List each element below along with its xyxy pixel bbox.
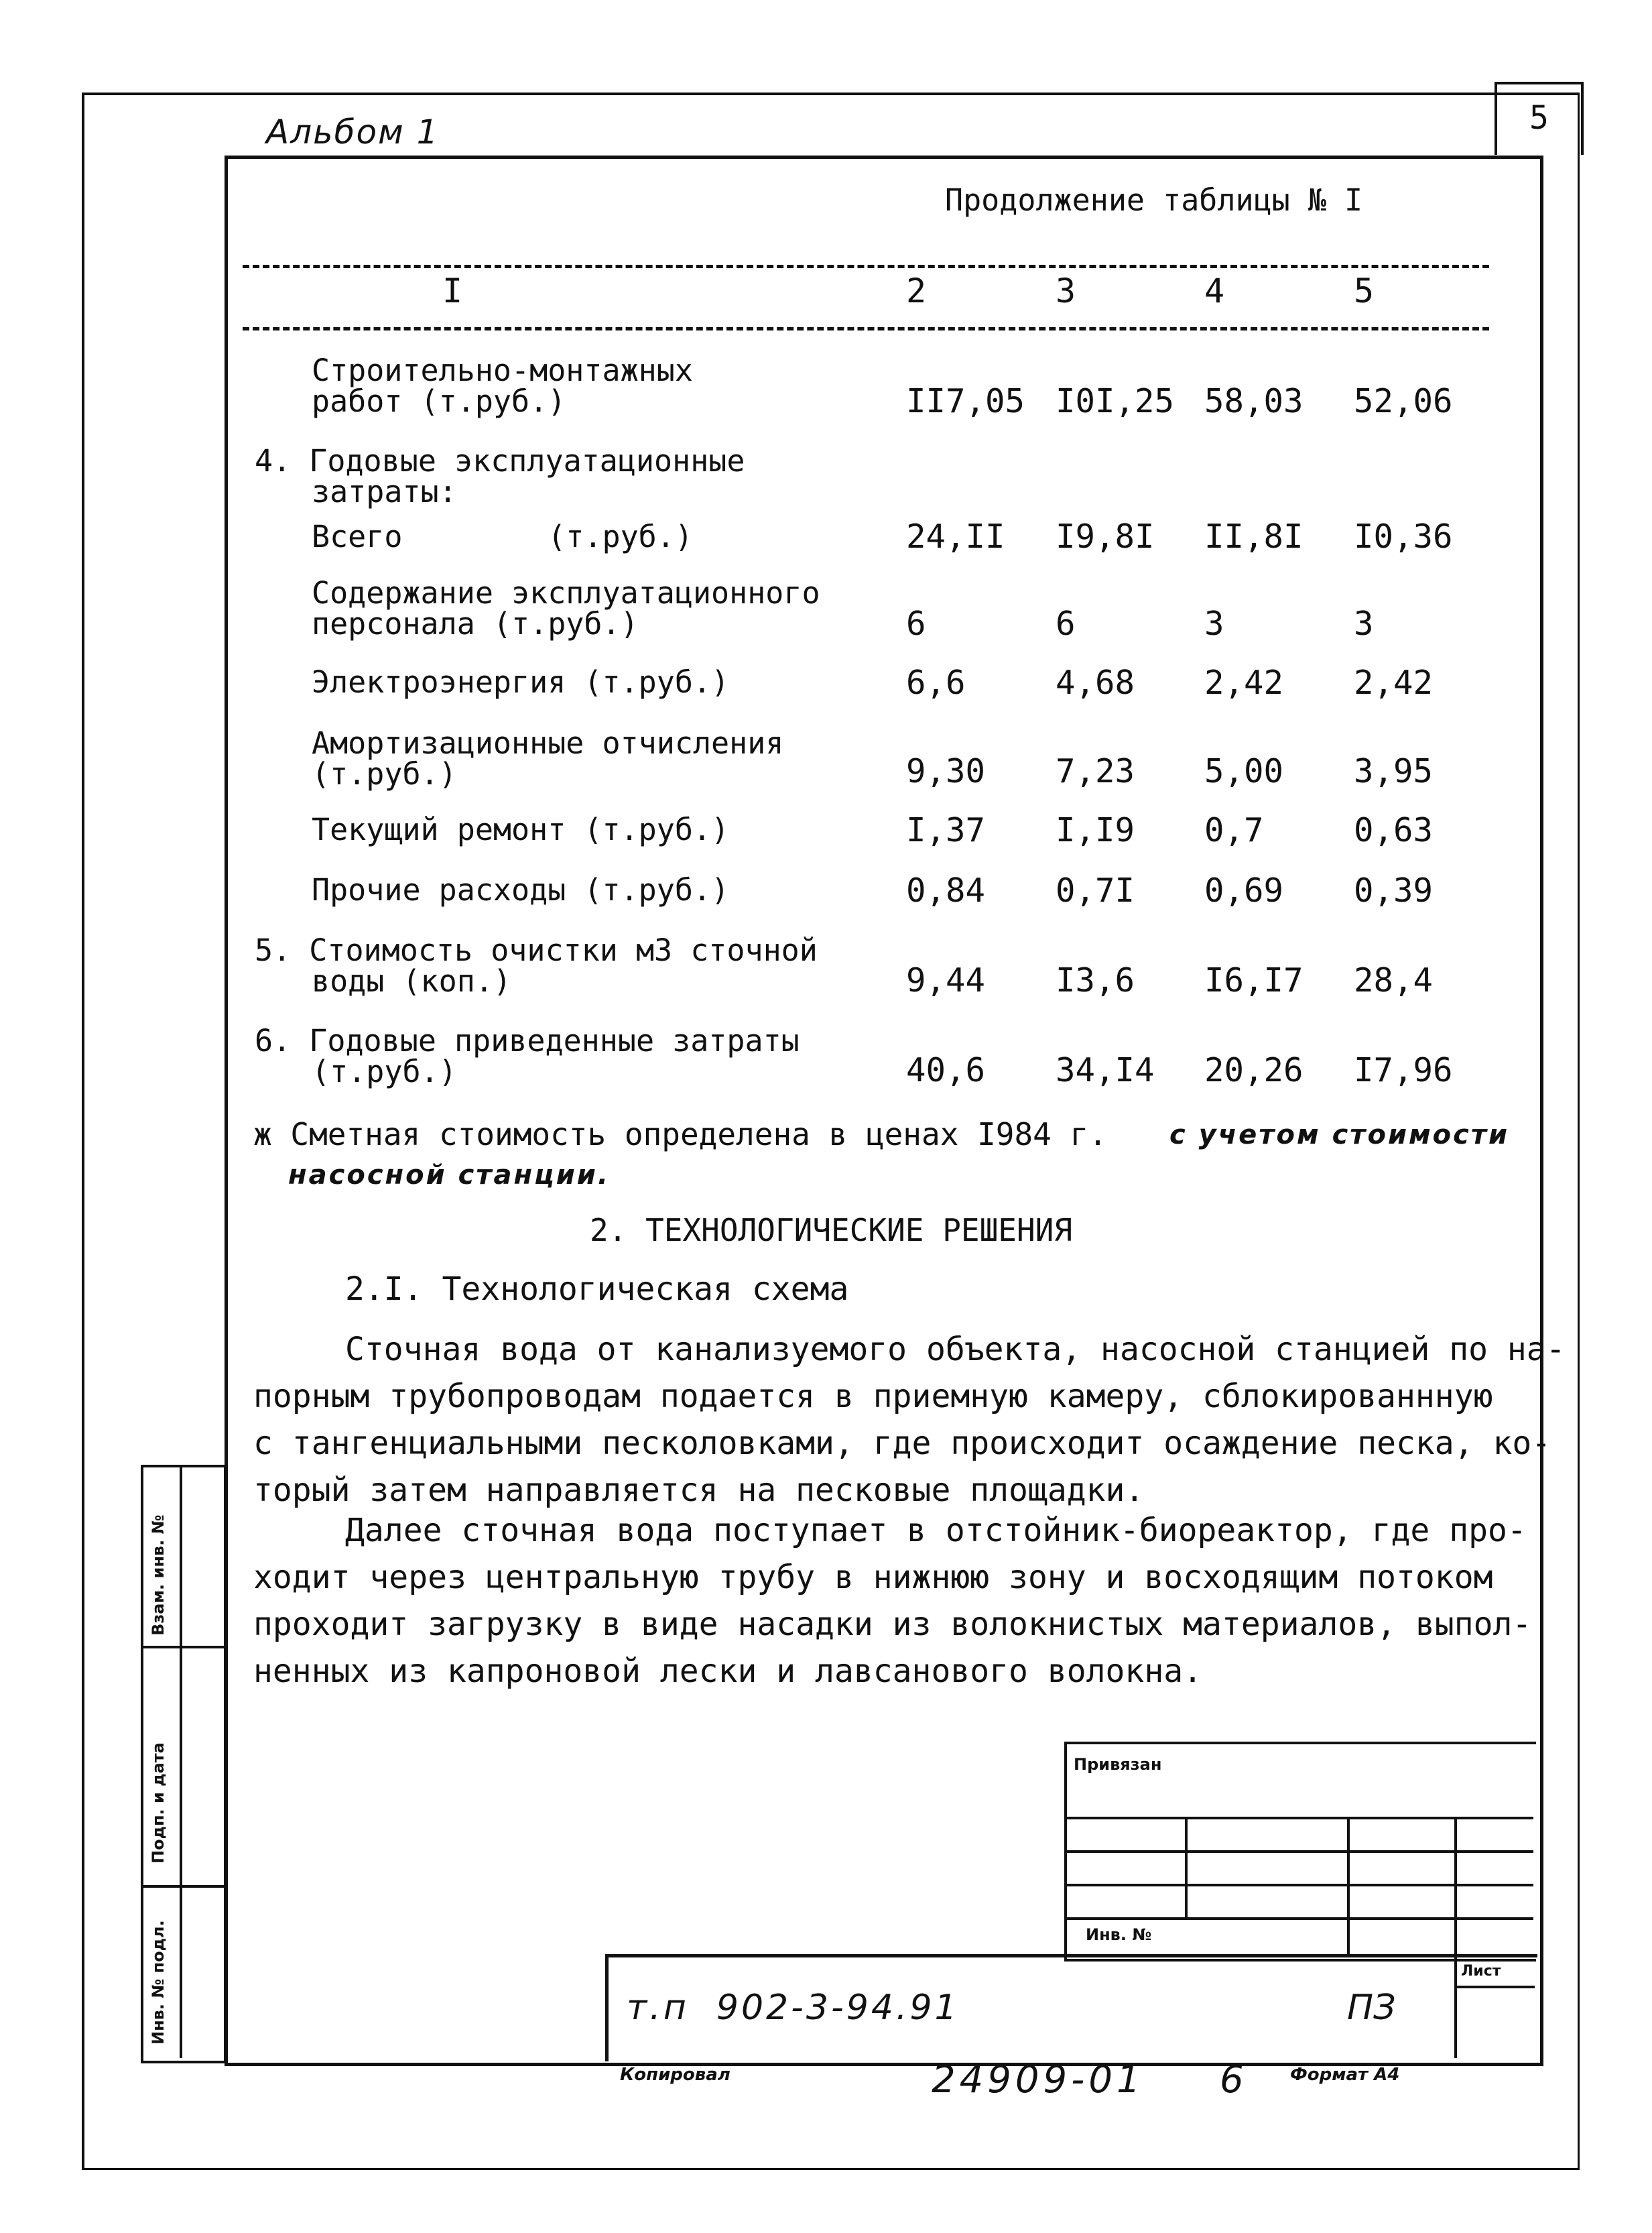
sidebar-label-inv: Инв. № подл.	[149, 1920, 168, 2045]
row-label-line: Прочие расходы (т.руб.)	[312, 872, 730, 908]
table-cell: 3	[1204, 605, 1224, 643]
table-cell: 0,7I	[1056, 871, 1135, 910]
stamp-row-line	[1064, 1850, 1533, 1853]
row-label-line: 5. Стоимость очистки м3 сточной	[255, 932, 818, 968]
paragraph-line: проходит загрузку в виде насадки из волокнистых материалов, выпол-	[253, 1606, 1532, 1643]
paragraph-line: ходит через центральную трубу в нижнюю зону и восходящим потоком	[253, 1559, 1493, 1596]
copy-page: 6	[1220, 2058, 1244, 2102]
table-cell: 34,I4	[1056, 1051, 1155, 1089]
sheet-value: ПЗ	[1347, 1988, 1396, 2028]
table-cell: 28,4	[1354, 961, 1434, 1000]
footnote-handwritten: с учетом стоимости	[1169, 1120, 1510, 1150]
page-number: 5	[1495, 82, 1584, 155]
paragraph-line: порным трубопроводам подается в приемную камеру, сблокированнную	[253, 1378, 1493, 1415]
copied-label: Копировал	[620, 2065, 730, 2085]
table-cell: I,37	[906, 811, 986, 849]
stamp-row-line	[1064, 1884, 1533, 1886]
row-label-line: 6. Годовые приведенные затраты	[255, 1023, 800, 1059]
row-label-line: 4. Годовые эксплуатационные	[255, 443, 745, 479]
stamp-row-line	[1064, 1817, 1533, 1819]
row-label-line: (т.руб.)	[312, 756, 457, 792]
binding-label: Привязан	[1074, 1755, 1162, 1774]
row-label-line: Электроэнергия (т.руб.)	[312, 664, 730, 700]
table-cell: I3,6	[1056, 961, 1135, 1000]
row-label-line: (т.руб.)	[312, 1054, 457, 1089]
footnote-handwritten: насосной станции.	[288, 1160, 611, 1191]
table-cell: 0,7	[1204, 811, 1264, 849]
document-code: т.п 902-3-94.91	[627, 1988, 960, 2028]
table-cell: 9,30	[906, 752, 986, 790]
table-cell: II7,05	[906, 382, 1025, 420]
column-header-3: 3	[1056, 271, 1076, 310]
table-cell: 5,00	[1204, 752, 1284, 790]
table-cell: II,8I	[1204, 518, 1304, 556]
table-cell: 58,03	[1204, 382, 1304, 420]
table-cell: 3	[1354, 605, 1374, 643]
inv-number-label: Инв. №	[1086, 1925, 1152, 1944]
table-cell: I9,8I	[1056, 518, 1155, 556]
column-header-2: 2	[906, 271, 927, 310]
table-cell: 0,39	[1354, 871, 1434, 910]
table-cell: 0,63	[1354, 811, 1434, 849]
row-label-line: воды (коп.)	[312, 963, 512, 999]
sidebar-label-vzam: Взам. инв. №	[149, 1514, 168, 1636]
table-cell: 0,84	[906, 871, 986, 910]
column-header-5: 5	[1354, 271, 1375, 310]
column-header-1: I	[442, 271, 463, 310]
table-cell: 9,44	[906, 961, 986, 1000]
table-cell: 7,23	[1056, 752, 1135, 790]
row-label-line: Всего (т.руб.)	[312, 519, 693, 554]
paragraph-line: с тангенциальными песколовками, где происходит осаждение песка, ко-	[253, 1425, 1551, 1462]
table-cell: 6	[906, 605, 926, 643]
table-cell: 4,68	[1056, 664, 1135, 702]
sidebar-divider	[141, 1885, 224, 1888]
row-label-line: персонала (т.руб.)	[312, 606, 639, 642]
stamp-row-line	[1064, 1917, 1533, 1920]
paragraph-line: ненных из капроновой лески и лавсанового волокна.	[253, 1652, 1203, 1690]
table-cell: 3,95	[1354, 752, 1434, 790]
table-cell: I0,36	[1354, 518, 1453, 556]
row-label-line: Строительно-монтажных	[312, 353, 693, 388]
sidebar-divider	[141, 1646, 224, 1648]
row-label-line: работ (т.руб.)	[312, 383, 566, 419]
table-cell: 40,6	[906, 1051, 986, 1089]
table-cell: I7,96	[1354, 1051, 1453, 1089]
sidebar-label-podp: Подп. и дата	[149, 1742, 168, 1864]
sheet-divider	[1454, 1954, 1457, 2058]
archive-number: 24909-01	[932, 2058, 1145, 2102]
stamp-col-line	[1347, 1817, 1350, 1954]
table-header-rule	[243, 327, 1489, 330]
paragraph-line: торый затем направляется на песковые площадки.	[253, 1471, 1145, 1509]
stamp-col-line	[1454, 1817, 1457, 1954]
table-cell: 24,II	[906, 518, 1005, 556]
section-subtitle: 2.I. Технологическая схема	[345, 1270, 849, 1308]
stamp-col-line	[1185, 1817, 1188, 1917]
table-cell: I0I,25	[1056, 382, 1175, 420]
table-top-rule	[243, 265, 1489, 268]
format-label: Формат А4	[1290, 2065, 1400, 2085]
footnote-typed: ж Сметная стоимость определена в ценах I984 г.	[253, 1116, 1107, 1152]
row-label-line: Текущий ремонт (т.руб.)	[312, 812, 730, 847]
row-label-line: Амортизационные отчисления	[312, 725, 784, 761]
table-cell: 2,42	[1204, 664, 1284, 702]
sheet-divider	[1454, 1986, 1535, 1988]
sidebar-divider	[180, 1465, 182, 2058]
album-label: Альбом 1	[266, 113, 440, 152]
section-title: 2. ТЕХНОЛОГИЧЕСКИЕ РЕШЕНИЯ	[590, 1212, 1073, 1248]
table-cell: 52,06	[1354, 382, 1453, 420]
table-cell: 0,69	[1204, 871, 1284, 910]
row-label-line: Содержание эксплуатационного	[312, 575, 820, 611]
column-header-4: 4	[1204, 271, 1225, 310]
row-label-line: затраты:	[312, 474, 457, 509]
table-cell: I6,I7	[1204, 961, 1304, 1000]
table-cell: 6	[1056, 605, 1076, 643]
table-cell: 6,6	[906, 664, 966, 702]
sheet-label: Лист	[1461, 1963, 1501, 1980]
table-cell: I,I9	[1056, 811, 1135, 849]
paragraph-line: Далее сточная вода поступает в отстойник-биореактор, где про-	[345, 1512, 1527, 1549]
table-cell: 20,26	[1204, 1051, 1304, 1089]
table-caption: Продолжение таблицы № I	[945, 182, 1363, 218]
paragraph-line: Сточная вода от канализуемого объекта, насосной станцией по на-	[345, 1331, 1566, 1368]
table-cell: 2,42	[1354, 664, 1434, 702]
